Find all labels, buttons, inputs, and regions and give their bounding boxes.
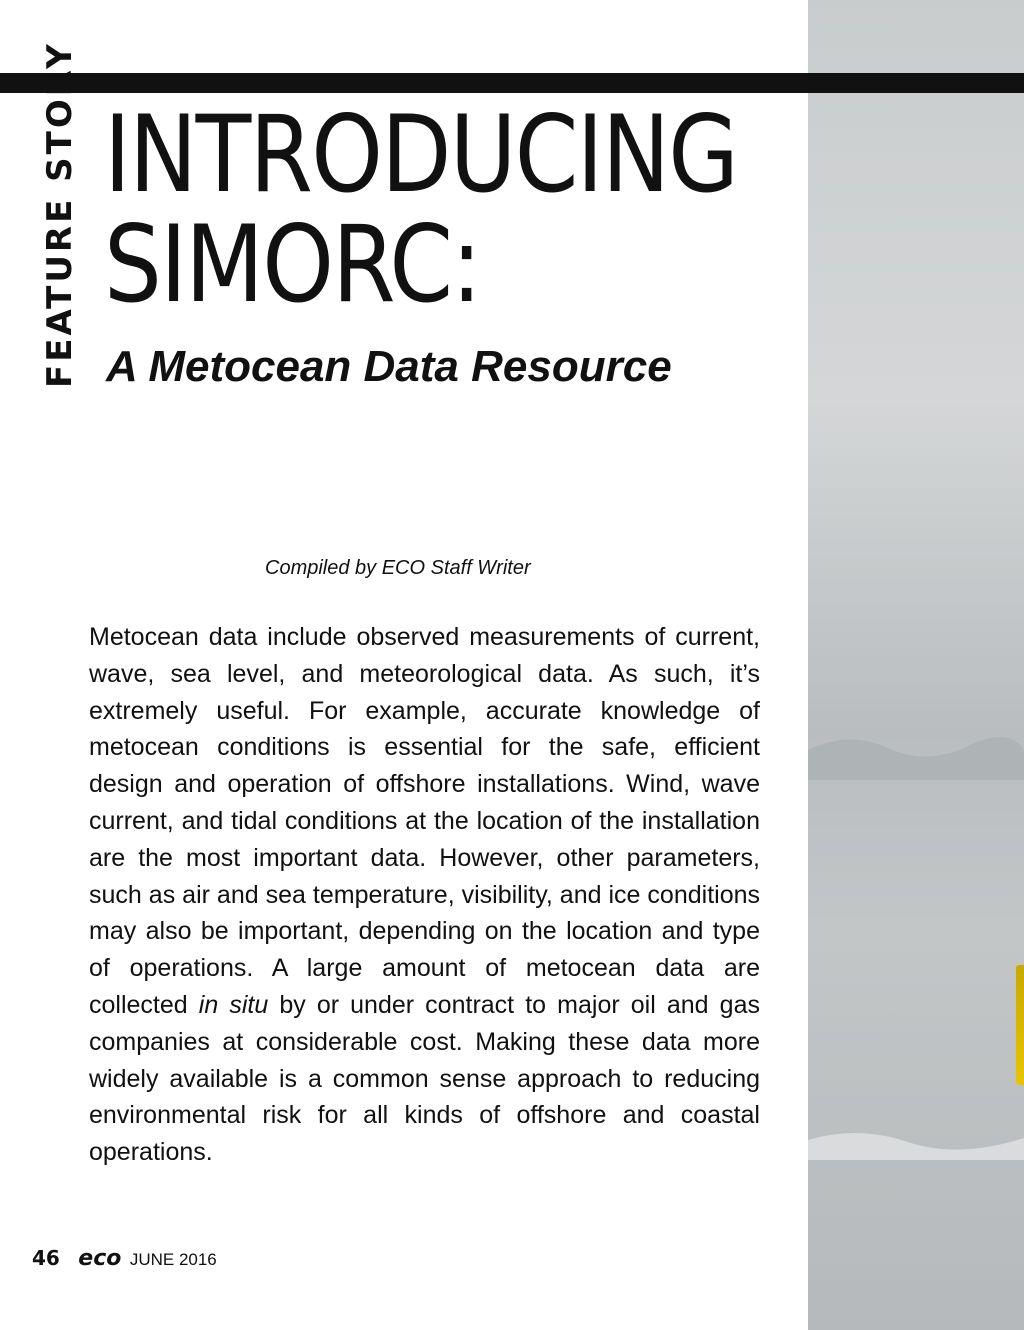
article-title (104, 93, 738, 326)
page-footer (32, 1246, 217, 1271)
article-subtitle: A Metocean Data Resource (106, 342, 672, 391)
cover-photo-strip (808, 0, 1024, 1330)
section-label: FEATURE STORY (40, 41, 80, 388)
article-body (89, 619, 760, 1171)
wave-foam (808, 1120, 1024, 1160)
page-number: 46 (32, 1246, 60, 1270)
body-part-1: Metocean data include observed measurements of current, wave, sea level, and meteorological data. As such, it’s extremely useful. For example, accurate knowledge of metocean conditions is essential for the safe, efficient design and operation of offshore installations. Wind, wave current, and tidal conditions at the location of the installation are the most important data. However, other parameters, such as air and sea temperature, visibility, and ice conditions may also be important, depending on the location and type of operations. A large amount of metocean data are collected (89, 623, 760, 1019)
byline: Compiled by ECO Staff Writer (265, 557, 531, 579)
issue-date: JUNE 2016 (129, 1250, 217, 1269)
title-line-1: INTRODUCING (104, 93, 738, 216)
yellow-buoy (1016, 965, 1024, 1085)
magazine-name: eco (78, 1246, 122, 1271)
body-part-2: by or under contract to major oil and gas companies at considerable cost. Making these data more widely available is a common sense approach to reducing environmental risk for all kinds of offshore and coastal operations. (89, 990, 760, 1167)
body-emphasis: in situ (198, 990, 269, 1019)
wave-crest (808, 720, 1024, 780)
title-line-2: SIMORC: (104, 203, 481, 326)
top-rule (0, 73, 1024, 93)
